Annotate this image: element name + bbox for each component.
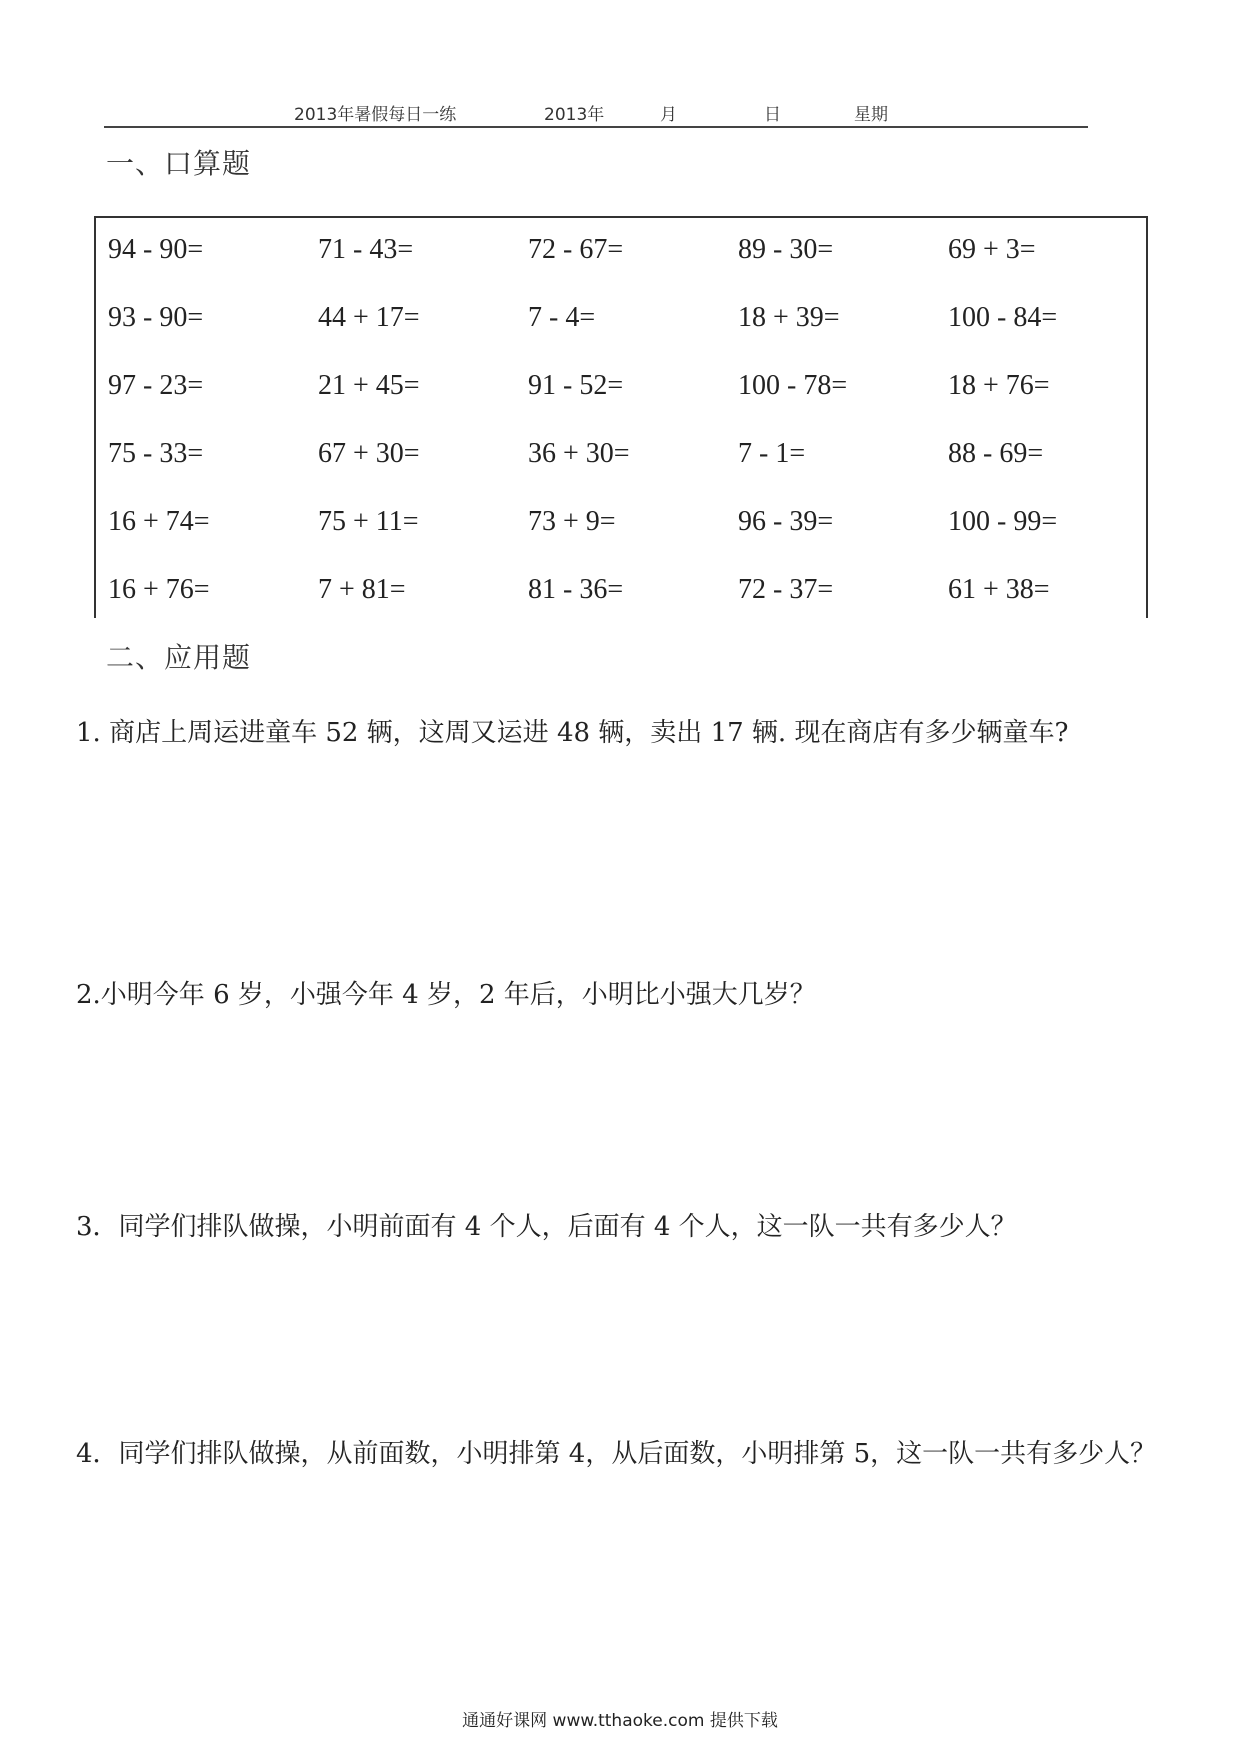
calc-row: [96, 370, 1146, 410]
calc-item: 36 + 30=: [528, 438, 630, 469]
section-title-oral: 一、口算题: [106, 147, 252, 180]
calc-item: 96 - 39=: [738, 506, 834, 537]
calc-row: [96, 506, 1146, 546]
calc-item: 100 - 78=: [738, 370, 848, 401]
word-problem-4: 4．同学们排队做操，从前面数，小明排第 4，从后面数，小明排第 5，这一队一共有多少人？: [76, 1439, 1157, 1469]
calc-item: 7 - 4=: [528, 302, 596, 333]
calc-item: 69 + 3=: [948, 234, 1036, 265]
calc-row: [96, 438, 1146, 478]
header-day: 日: [764, 105, 781, 125]
calc-item: 18 + 76=: [948, 370, 1050, 401]
calc-item: 88 - 69=: [948, 438, 1044, 469]
word-problem-3: 3．同学们排队做操，小明前面有 4 个人，后面有 4 个人，这一队一共有多少人？: [76, 1212, 1017, 1242]
calc-item: 61 + 38=: [948, 574, 1050, 605]
calc-item: 81 - 36=: [528, 574, 624, 605]
calc-row: [96, 234, 1146, 274]
section-title-word-problems: 二、应用题: [106, 641, 252, 674]
calc-item: 16 + 74=: [108, 506, 210, 537]
word-problem-2: 2.小明今年 6 岁，小强今年 4 岁，2 年后，小明比小强大几岁？: [76, 980, 816, 1010]
calc-item: 72 - 37=: [738, 574, 834, 605]
calc-item: 18 + 39=: [738, 302, 840, 333]
calc-item: 71 - 43=: [318, 234, 414, 265]
header-month: 月: [660, 105, 677, 125]
calc-item: 73 + 9=: [528, 506, 616, 537]
word-problem-1: 1. 商店上周运进童车 52 辆，这周又运进 48 辆，卖出 17 辆. 现在商店有多少辆童车?: [76, 718, 1069, 748]
calc-item: 44 + 17=: [318, 302, 420, 333]
calc-item: 21 + 45=: [318, 370, 420, 401]
page-header: [104, 98, 1088, 128]
calc-row: [96, 302, 1146, 342]
calc-item: 89 - 30=: [738, 234, 834, 265]
header-title: 2013年暑假每日一练: [294, 105, 457, 125]
calc-item: 7 - 1=: [738, 438, 806, 469]
calc-item: 91 - 52=: [528, 370, 624, 401]
calc-item: 7 + 81=: [318, 574, 406, 605]
oral-calculation-box: [94, 216, 1148, 618]
calc-item: 94 - 90=: [108, 234, 204, 265]
calc-item: 75 + 11=: [318, 506, 419, 537]
calc-item: 16 + 76=: [108, 574, 210, 605]
header-year: 2013年: [544, 105, 605, 125]
header-weekday: 星期: [854, 105, 888, 125]
calc-item: 100 - 99=: [948, 506, 1058, 537]
calc-item: 100 - 84=: [948, 302, 1058, 333]
calc-item: 97 - 23=: [108, 370, 204, 401]
calc-item: 75 - 33=: [108, 438, 204, 469]
calc-item: 72 - 67=: [528, 234, 624, 265]
calc-item: 67 + 30=: [318, 438, 420, 469]
calc-row: [96, 574, 1146, 614]
calc-item: 93 - 90=: [108, 302, 204, 333]
footer-source: 通通好课网 www.tthaoke.com 提供下载: [462, 1711, 778, 1731]
